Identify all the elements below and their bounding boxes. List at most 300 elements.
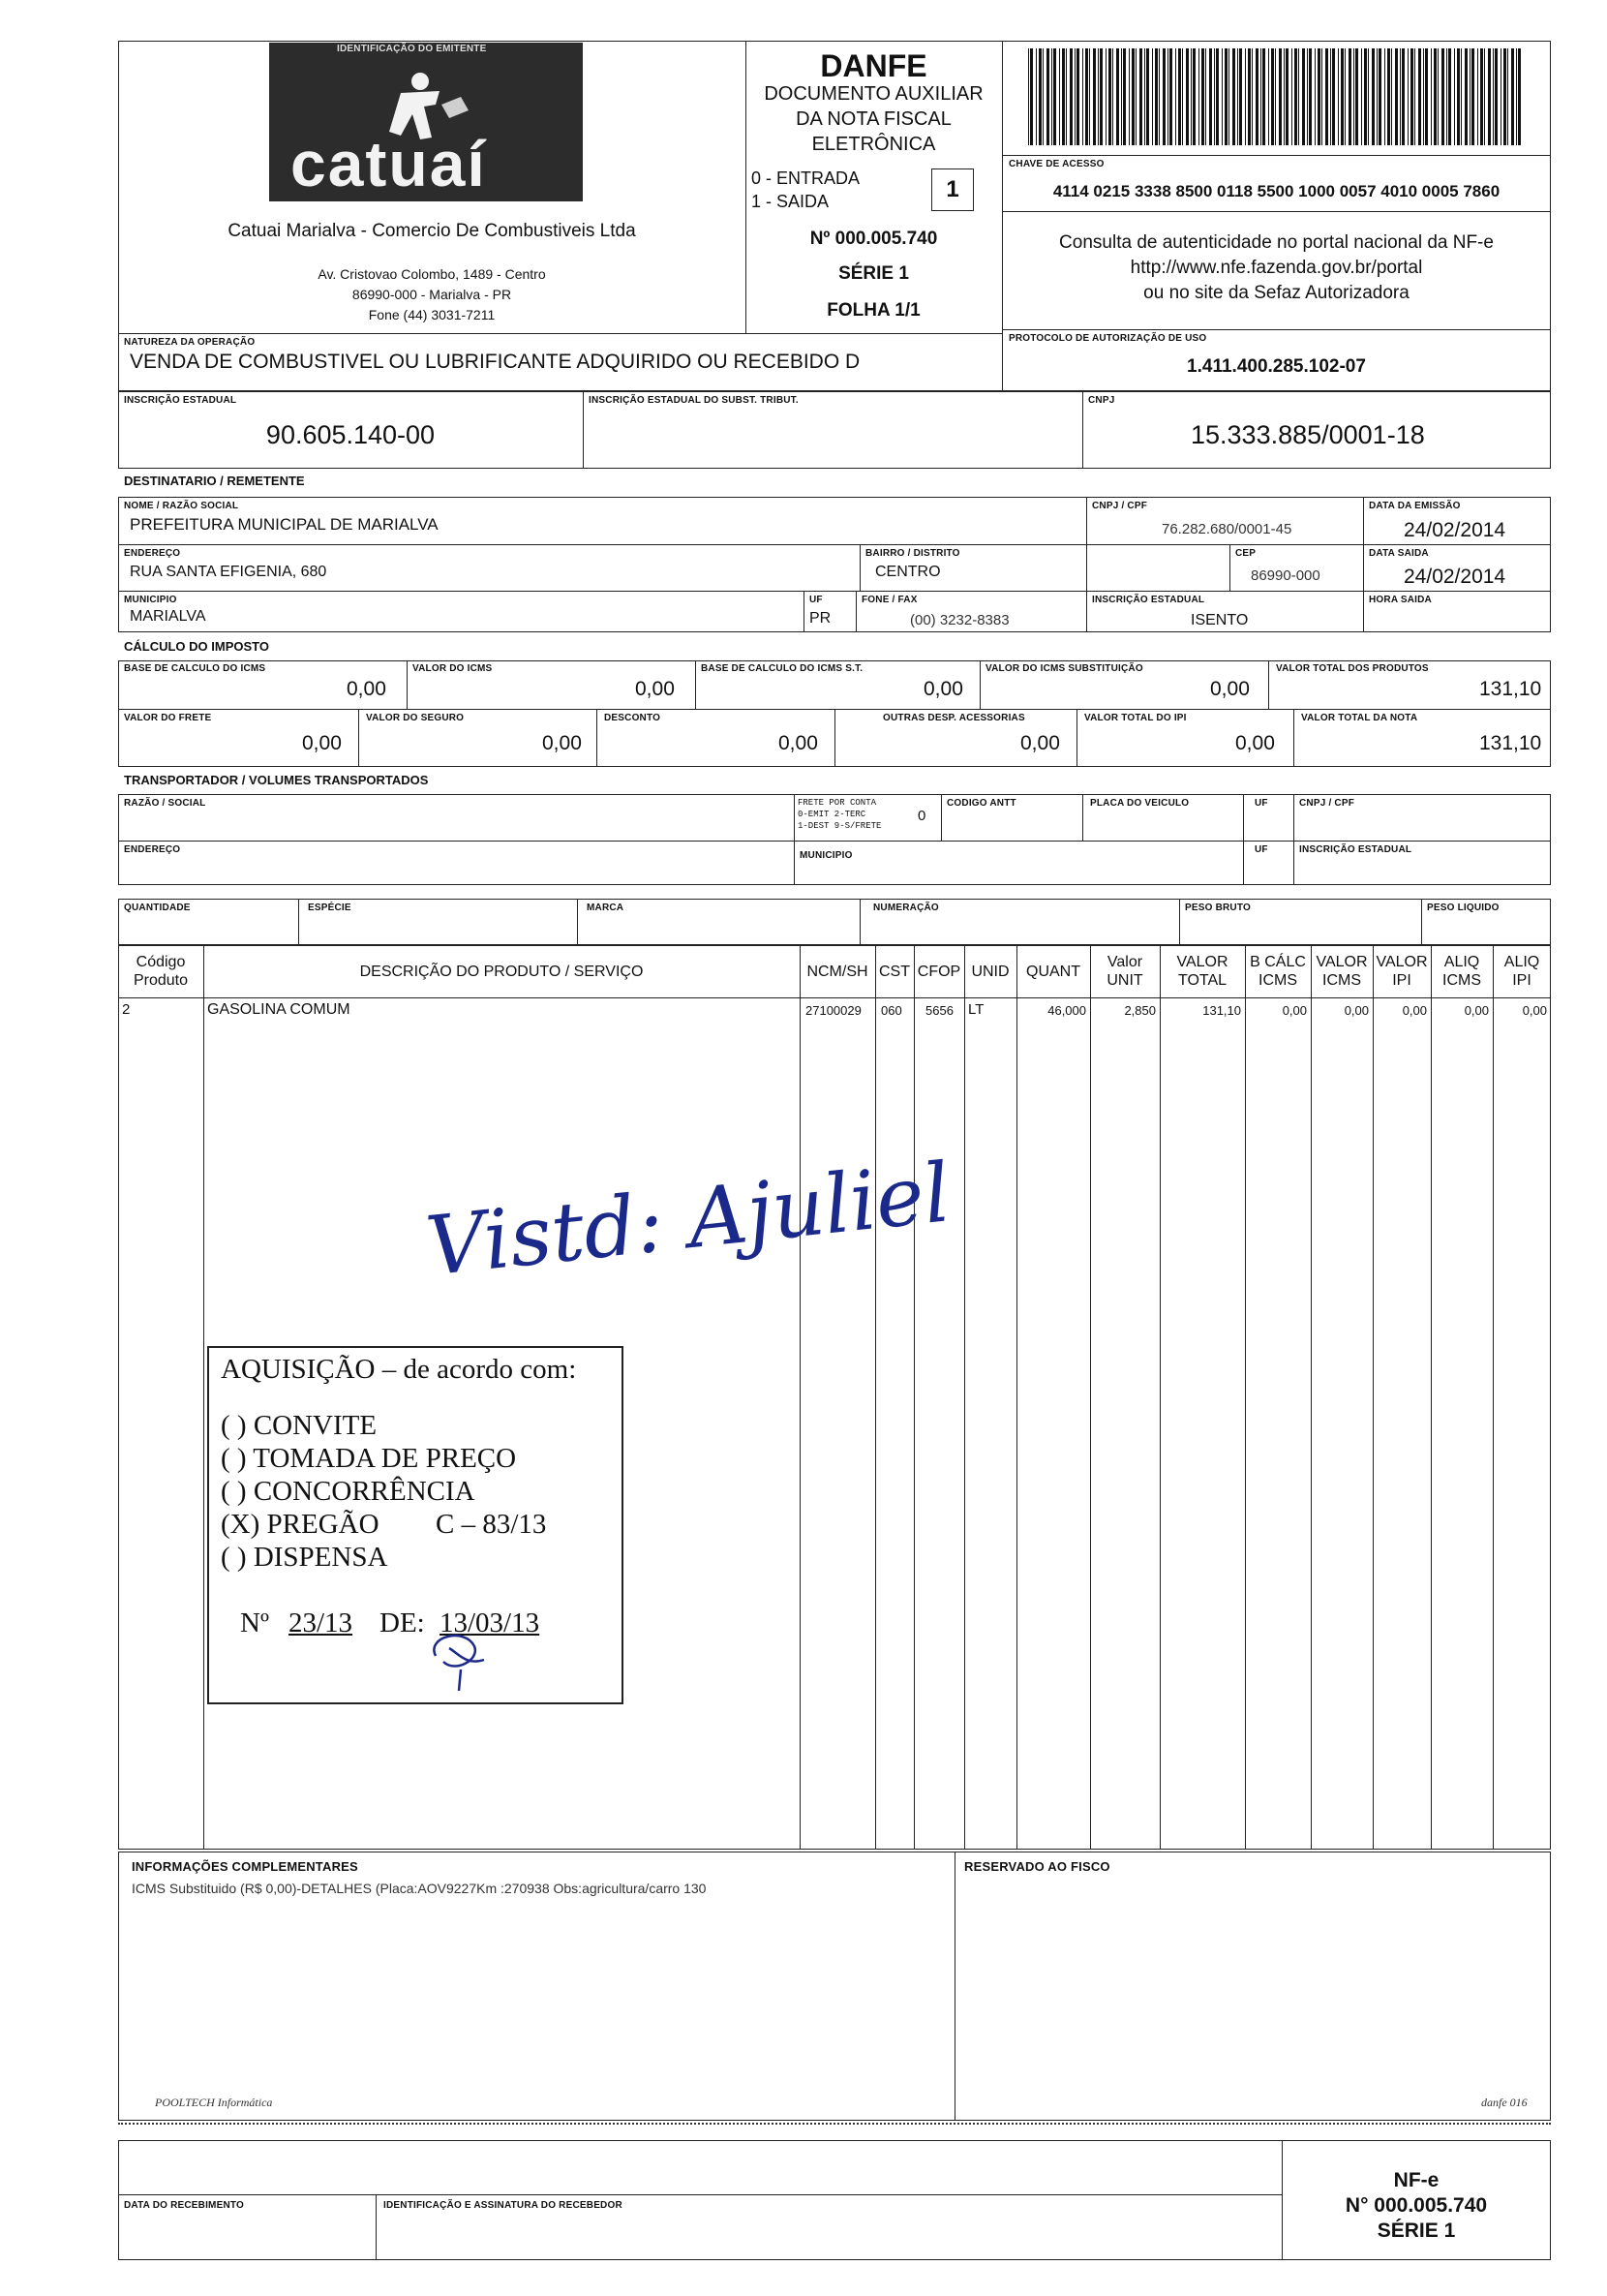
barcode-bar [1325, 48, 1328, 145]
th-aipi-l1: ALIQ [1503, 954, 1540, 970]
quantidade-label: QUANTIDADE [124, 903, 191, 913]
barcode-bar [1214, 48, 1215, 145]
divider [1002, 329, 1551, 330]
barcode-bar [1423, 48, 1424, 145]
barcode-bar [1228, 48, 1229, 145]
barcode-bar [1070, 48, 1073, 145]
divider [1086, 497, 1087, 632]
dest-bairro-label: BAIRRO / DISTRITO [865, 548, 960, 559]
barcode-bar [1085, 48, 1088, 145]
barcode [1028, 48, 1531, 145]
th-vipi [1373, 953, 1431, 990]
barcode-bar [1387, 48, 1390, 145]
transp-uf-label: UF [1255, 798, 1268, 809]
dest-endereco: RUA SANTA EFIGENIA, 680 [130, 564, 327, 580]
th-codigo [118, 953, 203, 990]
v-nota-label: VALOR TOTAL DA NOTA [1301, 713, 1418, 723]
divider [834, 709, 835, 767]
barcode-bar [1516, 48, 1517, 145]
barcode-bar [1461, 48, 1462, 145]
initials-mark [416, 1627, 503, 1695]
dest-ie: ISENTO [1191, 612, 1249, 628]
barcode-bar [1232, 48, 1235, 145]
barcode-bar [1098, 48, 1099, 145]
barcode-bar [1309, 48, 1312, 145]
dest-data-saida: 24/02/2014 [1404, 566, 1506, 588]
th-vunit [1090, 953, 1160, 990]
barcode-bar [1318, 48, 1320, 145]
antt-label: CODIGO ANTT [947, 798, 1016, 809]
barcode-bar [1216, 48, 1219, 145]
peso-liquido-label: PESO LIQUIDO [1427, 903, 1500, 913]
th-aipi [1493, 953, 1551, 990]
protocolo-value: 1.411.400.285.102-07 [1187, 356, 1366, 377]
v-seguro: 0,00 [542, 732, 582, 754]
barcode-bar [1178, 48, 1181, 145]
stamp-tomada: ( ) TOMADA DE PREÇO [221, 1443, 517, 1474]
th-quant: QUANT [1026, 964, 1080, 980]
numeracao-label: NUMERAÇÃO [873, 903, 939, 913]
barcode-bar [1307, 48, 1308, 145]
danfe-tipo: 1 [946, 176, 959, 202]
th-vipi-l1: VALOR [1376, 954, 1428, 970]
emitente-address2: 86990-000 - Marialva - PR [351, 287, 512, 302]
barcode-bar [1279, 48, 1282, 145]
cell-descricao: GASOLINA COMUM [207, 1001, 350, 1018]
divider [1293, 794, 1294, 885]
th-bc-l2: ICMS [1258, 972, 1297, 989]
barcode-bar [1036, 48, 1037, 145]
ie-label: INSCRIÇÃO ESTADUAL [124, 395, 237, 406]
natureza-value: VENDA DE COMBUSTIVEL OU LUBRIFICANTE ADQUIRIDO OU RECEBIDO D [130, 351, 861, 373]
dest-hora-saida-label: HORA SAIDA [1369, 595, 1432, 605]
th-descricao: DESCRIÇÃO DO PRODUTO / SERVIÇO [359, 964, 644, 980]
th-codigo-l2: Produto [133, 972, 189, 989]
stamp-de: 13/03/13 [440, 1607, 540, 1638]
danfe-subtitle1: DOCUMENTO AUXILIAR [764, 83, 984, 105]
barcode-bar [1341, 48, 1344, 145]
stamp-pregao: (X) PREGÃO [221, 1509, 379, 1540]
barcode-bar [1062, 48, 1065, 145]
th-cst: CST [879, 964, 910, 980]
barcode-bar [1294, 48, 1297, 145]
col-divider [914, 945, 915, 1850]
barcode-bar [1053, 48, 1056, 145]
cell-ncm: 27100029 [805, 1003, 862, 1018]
barcode-bar [1167, 48, 1168, 145]
divider [1082, 794, 1083, 841]
v-icms-label: VALOR DO ICMS [412, 663, 493, 674]
stamp-convite: ( ) CONVITE [221, 1410, 378, 1441]
barcode-bar [1302, 48, 1305, 145]
barcode-bar [1477, 48, 1478, 145]
barcode-bar [1457, 48, 1460, 145]
v-ipi-label: VALOR TOTAL DO IPI [1084, 713, 1187, 723]
barcode-bar [1093, 48, 1096, 145]
marca-label: MARCA [587, 903, 624, 913]
dest-cnpj: 76.282.680/0001-45 [1162, 521, 1292, 537]
barcode-bar [1112, 48, 1113, 145]
barcode-bar [1182, 48, 1183, 145]
th-bc [1245, 953, 1311, 990]
cell-bc: 0,00 [1282, 1003, 1307, 1018]
handwritten-signature [407, 1143, 955, 1307]
bc-icms: 0,00 [347, 678, 386, 700]
barcode-bar [1144, 48, 1145, 145]
barcode-bar [1193, 48, 1196, 145]
dest-fone-label: FONE / FAX [862, 595, 918, 605]
footer-left: POOLTECH Informática [155, 2096, 273, 2109]
chave-label: CHAVE DE ACESSO [1009, 159, 1105, 169]
barcode-bar [1391, 48, 1392, 145]
canhoto-numero: N° 000.005.740 [1345, 2194, 1488, 2217]
col-divider [1245, 945, 1246, 1850]
info-value: ICMS Substituido (R$ 0,00)-DETALHES (Placa:AOV9227Km :270938 Obs:agricultura/carro 130 [132, 1881, 707, 1896]
divider [1002, 41, 1003, 391]
divider [1002, 211, 1551, 212]
consulta-line3: ou no site da Sefaz Autorizadora [1143, 283, 1410, 303]
danfe-subtitle3: ELETRÔNICA [811, 134, 936, 155]
barcode-bar [1368, 48, 1369, 145]
th-aicms-l2: ICMS [1442, 972, 1481, 989]
barcode-bar [1248, 48, 1251, 145]
divider [298, 899, 299, 945]
dest-uf-label: UF [809, 595, 823, 605]
th-vicms-l2: ICMS [1322, 972, 1361, 989]
barcode-bar [1089, 48, 1090, 145]
barcode-bar [1139, 48, 1142, 145]
col-divider [1493, 945, 1494, 1850]
barcode-bar [1082, 48, 1083, 145]
barcode-bar [1379, 48, 1381, 145]
cell-cst: 060 [881, 1003, 902, 1018]
barcode-bar [1175, 48, 1176, 145]
cell-vicms: 0,00 [1344, 1003, 1369, 1018]
outras: 0,00 [1020, 732, 1060, 754]
divider [1229, 544, 1230, 591]
col-divider [800, 945, 801, 1850]
consulta-line2: http://www.nfe.fazenda.gov.br/portal [1130, 258, 1423, 278]
v-nota: 131,10 [1479, 732, 1542, 754]
barcode-bar [1286, 48, 1289, 145]
divider [860, 899, 861, 945]
divider [118, 544, 1551, 545]
stamp-dispensa: ( ) DISPENSA [221, 1542, 388, 1573]
barcode-bar [1066, 48, 1067, 145]
stamp-numero: 23/13 [288, 1607, 353, 1638]
col-divider [203, 945, 204, 1850]
danfe-numero: Nº 000.005.740 [809, 229, 938, 249]
barcode-bar [1209, 48, 1212, 145]
barcode-bar [1256, 48, 1258, 145]
divider [577, 899, 578, 945]
transp-municipio-label: MUNICIPIO [800, 850, 853, 861]
th-aicms-l1: ALIQ [1443, 954, 1480, 970]
th-vtotal-l1: VALOR [1176, 954, 1228, 970]
divider [941, 794, 942, 841]
transp-endereco-label: ENDEREÇO [124, 844, 181, 855]
barcode-bar [1353, 48, 1354, 145]
barcode-bar [1163, 48, 1166, 145]
divider [596, 709, 597, 767]
dest-fone: (00) 3232-8383 [910, 612, 1010, 628]
barcode-bar [1284, 48, 1285, 145]
cell-aicms: 0,00 [1464, 1003, 1489, 1018]
outras-label: OUTRAS DESP. ACESSORIAS [883, 713, 1025, 723]
canhoto-data-label: DATA DO RECEBIMENTO [124, 2200, 244, 2211]
th-vunit-l1: Valor [1107, 954, 1143, 970]
th-unid: UNID [971, 964, 1010, 980]
frete-line2: 0-EMIT 2-TERC [798, 810, 866, 819]
barcode-bar [1355, 48, 1358, 145]
dest-cnpj-label: CNPJ / CPF [1092, 501, 1148, 511]
divider [856, 591, 857, 632]
transp-ie-label: INSCRIÇÃO ESTADUAL [1299, 844, 1412, 855]
th-vicms-l1: VALOR [1316, 954, 1368, 970]
barcode-bar [1205, 48, 1206, 145]
divider [794, 794, 795, 885]
divider [1293, 709, 1294, 767]
divider [407, 660, 408, 709]
dest-data-emissao: 24/02/2014 [1404, 519, 1506, 541]
barcode-bar [1268, 48, 1269, 145]
barcode-bar [1043, 48, 1044, 145]
bc-icms-label: BASE DE CALCULO DO ICMS [124, 663, 266, 674]
cell-vipi: 0,00 [1402, 1003, 1427, 1018]
divider [118, 333, 1002, 334]
barcode-bar [1136, 48, 1137, 145]
barcode-bar [1239, 48, 1242, 145]
barcode-bar [1448, 48, 1451, 145]
barcode-bar [1291, 48, 1292, 145]
dest-data-saida-label: DATA SAIDA [1369, 548, 1429, 559]
col-divider [1373, 945, 1374, 1850]
barcode-bar [1030, 48, 1033, 145]
stamp-concorrencia: ( ) CONCORRÊNCIA [221, 1476, 475, 1507]
barcode-bar [1116, 48, 1119, 145]
desconto-label: DESCONTO [604, 713, 661, 723]
divider [1421, 899, 1422, 945]
divider [118, 841, 1551, 842]
barcode-bar [1361, 48, 1362, 145]
dest-nome: PREFEITURA MUNICIPAL DE MARIALVA [130, 515, 439, 534]
th-cfop: CFOP [917, 964, 961, 980]
barcode-bar [1488, 48, 1491, 145]
col-divider [1431, 945, 1432, 1850]
dest-bairro: CENTRO [875, 564, 941, 580]
dest-nome-label: NOME / RAZÃO SOCIAL [124, 501, 239, 511]
divider [1179, 899, 1180, 945]
ie-st-label: INSCRIÇÃO ESTADUAL DO SUBST. TRIBUT. [589, 395, 799, 406]
info-label: INFORMAÇÕES COMPLEMENTARES [132, 1859, 358, 1874]
barcode-bar [1201, 48, 1204, 145]
barcode-bar [1275, 48, 1276, 145]
v-icms-st-label: VALOR DO ICMS SUBSTITUIÇÃO [985, 663, 1143, 674]
cell-quant: 46,000 [1047, 1003, 1086, 1018]
barcode-bar [1046, 48, 1049, 145]
transportador-section: TRANSPORTADOR / VOLUMES TRANSPORTADOS [124, 773, 429, 787]
barcode-bar [1198, 48, 1199, 145]
barcode-bar [1225, 48, 1228, 145]
divider [358, 709, 359, 767]
emitente-phone: Fone (44) 3031-7211 [368, 307, 496, 322]
barcode-bar [1395, 48, 1398, 145]
danfe-serie: SÉRIE 1 [838, 263, 909, 284]
bc-icms-st: 0,00 [924, 678, 963, 700]
col-divider [1090, 945, 1091, 1850]
dest-data-emissao-label: DATA DA EMISSÃO [1369, 501, 1461, 511]
th-codigo-l1: Código [136, 954, 186, 970]
barcode-bar [1121, 48, 1122, 145]
divider [980, 660, 981, 709]
barcode-bar [1332, 48, 1335, 145]
chave-value: 4114 0215 3338 8500 0118 5500 1000 0057 4010 0005 7860 [1052, 182, 1501, 200]
col-divider [1016, 945, 1017, 1850]
barcode-bar [1431, 48, 1432, 145]
dest-ie-label: INSCRIÇÃO ESTADUAL [1092, 595, 1205, 605]
th-aipi-l2: IPI [1512, 972, 1531, 989]
divider [695, 660, 696, 709]
barcode-bar [1511, 48, 1514, 145]
dest-endereco-label: ENDEREÇO [124, 548, 181, 559]
dest-cep: 86990-000 [1251, 567, 1320, 584]
natureza-label: NATUREZA DA OPERAÇÃO [124, 337, 256, 348]
barcode-bar [1237, 48, 1238, 145]
barcode-bar [1076, 48, 1079, 145]
barcode-bar [1410, 48, 1413, 145]
dest-municipio: MARIALVA [130, 608, 206, 625]
divider [118, 591, 1551, 592]
cut-line [118, 2123, 1551, 2125]
divider [118, 2194, 1282, 2195]
barcode-bar [1271, 48, 1274, 145]
frete-value: 0 [918, 808, 926, 824]
barcode-bar [1338, 48, 1339, 145]
danfe-subtitle2: DA NOTA FISCAL [796, 108, 952, 130]
barcode-bar [1349, 48, 1351, 145]
th-vtotal-l2: TOTAL [1177, 972, 1228, 989]
danfe-saida: 1 - SAIDA [751, 192, 830, 211]
dest-municipio-label: MUNICIPIO [124, 595, 177, 605]
th-vicms [1311, 953, 1373, 990]
stamp-de-label: DE: [379, 1607, 425, 1638]
emitente-name: Catuai Marialva - Comercio De Combustiveis Ltda [227, 221, 636, 241]
divider [376, 2194, 377, 2260]
v-frete: 0,00 [302, 732, 342, 754]
stamp-numero-label: Nº [240, 1607, 269, 1638]
cell-codigo: 2 [122, 1001, 131, 1018]
v-prod-label: VALOR TOTAL DOS PRODUTOS [1276, 663, 1429, 674]
col-divider [964, 945, 965, 1850]
barcode-bar [1191, 48, 1192, 145]
divider [583, 391, 584, 469]
especie-label: ESPÉCIE [308, 903, 351, 913]
barcode-bar [1321, 48, 1322, 145]
barcode-bar [1108, 48, 1111, 145]
emitente-address1: Av. Cristovao Colombo, 1489 - Centro [318, 266, 546, 282]
barcode-bar [1260, 48, 1261, 145]
barcode-bar [1152, 48, 1153, 145]
danfe-folha: FOLHA 1/1 [827, 300, 921, 321]
barcode-bar [1414, 48, 1415, 145]
frete-line1: FRETE POR CONTA [798, 798, 877, 808]
barcode-bar [1425, 48, 1428, 145]
signature-text: Vistd: Ajuliel [421, 1145, 955, 1295]
barcode-bar [1454, 48, 1455, 145]
barcode-bar [1129, 48, 1130, 145]
frete-line3: 1-DEST 9-S/FRETE [798, 821, 882, 831]
barcode-bar [1155, 48, 1158, 145]
divider [1268, 660, 1269, 709]
dest-uf: PR [809, 610, 832, 627]
col-divider [1311, 945, 1312, 1850]
barcode-bar [1441, 48, 1444, 145]
barcode-bar [1039, 48, 1042, 145]
destinatario-section: DESTINATARIO / REMETENTE [124, 474, 305, 488]
barcode-bar [1298, 48, 1299, 145]
v-frete-label: VALOR DO FRETE [124, 713, 212, 723]
barcode-bar [1123, 48, 1126, 145]
protocolo-label: PROTOCOLO DE AUTORIZAÇÃO DE USO [1009, 333, 1207, 344]
barcode-bar [1518, 48, 1521, 145]
fisco-label: RESERVADO AO FISCO [964, 1859, 1110, 1874]
th-ncm: NCM/SH [806, 964, 868, 980]
barcode-bar [1262, 48, 1265, 145]
divider [860, 544, 861, 591]
barcode-bar [1169, 48, 1172, 145]
ie-value: 90.605.140-00 [265, 420, 436, 449]
barcode-bar [1372, 48, 1375, 145]
cnpj-label: CNPJ [1088, 395, 1115, 406]
danfe-entrada: 0 - ENTRADA [751, 168, 861, 188]
barcode-bar [1377, 48, 1378, 145]
barcode-bar [1222, 48, 1223, 145]
barcode-bar [1402, 48, 1405, 145]
stamp-title: AQUISIÇÃO – de acordo com: [221, 1354, 577, 1385]
barcode-bar [1028, 48, 1029, 145]
consulta-line1: Consulta de autenticidade no portal nacional da NF-e [1059, 232, 1494, 253]
cell-cfop: 5656 [925, 1003, 954, 1018]
barcode-bar [1446, 48, 1447, 145]
col-divider [875, 945, 876, 1850]
barcode-bar [1075, 48, 1076, 145]
transp-razao-label: RAZÃO / SOCIAL [124, 798, 206, 809]
canhoto-nfe: NF-e [1393, 2169, 1440, 2191]
divider [118, 997, 1551, 998]
barcode-bar [1465, 48, 1468, 145]
cell-unid: LT [968, 1001, 985, 1018]
stamp-pregao-ref: C – 83/13 [436, 1509, 547, 1540]
col-divider [1160, 945, 1161, 1850]
barcode-bar [1100, 48, 1103, 145]
peso-bruto-label: PESO BRUTO [1185, 903, 1251, 913]
dest-cep-label: CEP [1235, 548, 1257, 559]
imposto-section: CÁLCULO DO IMPOSTO [124, 639, 269, 654]
barcode-bar [1146, 48, 1149, 145]
transp-cnpj-label: CNPJ / CPF [1299, 798, 1355, 809]
barcode-bar [1493, 48, 1494, 145]
divider [1243, 794, 1244, 885]
placa-label: PLACA DO VEICULO [1090, 798, 1190, 809]
barcode-bar [1252, 48, 1253, 145]
v-icms-st: 0,00 [1210, 678, 1250, 700]
barcode-bar [1159, 48, 1160, 145]
company-logo [269, 43, 583, 201]
v-icms: 0,00 [635, 678, 675, 700]
v-prod: 131,10 [1479, 678, 1542, 700]
barcode-bar [1408, 48, 1409, 145]
barcode-bar [1484, 48, 1485, 145]
